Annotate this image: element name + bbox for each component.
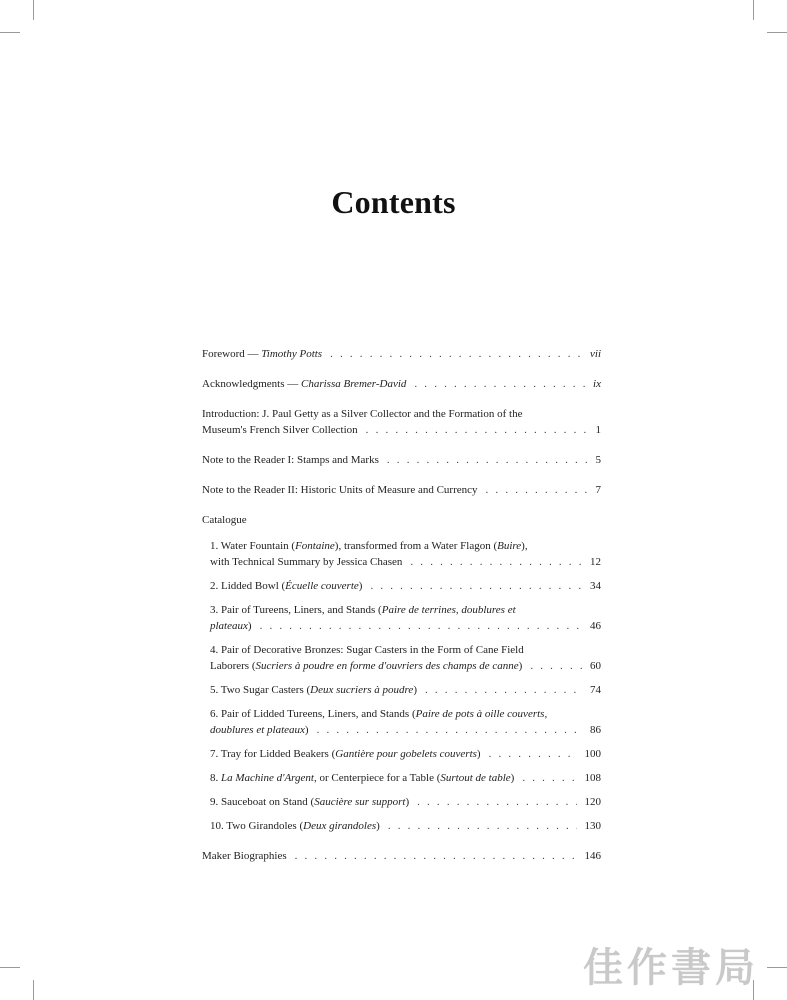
catalogue-item-2[interactable]	[210, 578, 601, 594]
entry-text: 6. Pair of Lidded Tureens, Liners, and Stands (	[210, 708, 416, 720]
entry-text-italic: Saucière sur support	[314, 796, 406, 808]
entry-text: )	[518, 660, 523, 672]
dot-leader	[260, 618, 582, 634]
page-number: 7	[595, 484, 601, 496]
entry-text: 3. Pair of Tureens, Liners, and Stands (	[210, 604, 382, 616]
page-number: 86	[590, 724, 601, 736]
entry-text: 9. Sauceboat on Stand (	[210, 796, 315, 808]
crop-mark-bottom-left	[33, 980, 34, 1000]
dot-leader	[530, 658, 582, 674]
catalogue-item-7[interactable]	[210, 746, 601, 762]
entry-text: 7. Tray for Lidded Beakers (	[210, 748, 336, 760]
catalogue-heading: Catalogue	[202, 514, 247, 526]
dot-leader	[366, 422, 588, 438]
page-number: 46	[590, 620, 601, 632]
catalogue-item-4[interactable]	[210, 642, 601, 674]
entry-text: ), transformed from a Water Flagon (	[334, 540, 498, 552]
dot-leader	[486, 482, 588, 498]
catalogue-item-1[interactable]	[210, 538, 601, 570]
dot-leader	[388, 818, 577, 834]
entry-text-italic: La Machine d'Argent	[221, 772, 314, 784]
entry-text: Acknowledgments —	[202, 378, 301, 390]
entry-author: Timothy Potts	[261, 348, 323, 360]
toc-entry-note-1[interactable]	[202, 452, 601, 468]
entry-text: Foreword —	[202, 348, 262, 360]
entry-author: Charissa Bremer-David	[300, 378, 407, 390]
entry-text-italic: Écuelle couverte	[285, 580, 359, 592]
watermark-logo: 佳作書局	[583, 945, 759, 991]
catalogue-item-9[interactable]	[210, 794, 601, 810]
catalogue-item-5[interactable]	[210, 682, 601, 698]
catalogue-item-3[interactable]	[210, 602, 601, 634]
page-number: 120	[584, 796, 601, 808]
dot-leader	[522, 770, 576, 786]
entry-text: 5. Two Sugar Casters (	[210, 684, 311, 696]
toc-entry-note-2[interactable]	[202, 482, 601, 498]
entry-text-italic: Deux sucriers à poudre	[310, 684, 414, 696]
dot-leader	[387, 452, 588, 468]
catalogue-item-8[interactable]	[210, 770, 601, 786]
toc-entry-introduction[interactable]	[202, 406, 601, 438]
entry-text: )	[476, 748, 481, 760]
entry-text: , or Centerpiece for a Table (	[313, 772, 441, 784]
entry-text-italic: plateaux	[210, 620, 248, 632]
entry-text: 1. Water Fountain (	[210, 540, 296, 552]
dot-leader	[295, 848, 577, 864]
entry-text: )	[358, 580, 363, 592]
crop-mark-top-right	[753, 0, 754, 20]
entry-text-italic: Fontaine	[295, 540, 335, 552]
dot-leader	[410, 554, 582, 570]
page-number: 34	[590, 580, 601, 592]
entry-text-line2: with Technical Summary by Jessica Chasen	[210, 556, 403, 568]
entry-text: Laborers (	[210, 660, 256, 672]
entry-text-italic: Paire de pots à oille couverts,	[415, 708, 548, 720]
page-number: 60	[590, 660, 601, 672]
entry-text: )	[405, 796, 410, 808]
toc-entry-maker-biographies[interactable]	[202, 848, 601, 864]
page-title: Contents	[331, 184, 456, 220]
toc-entry-acknowledgments[interactable]	[202, 376, 601, 392]
page-number: ix	[593, 378, 601, 390]
entry-text-italic: Deux girandoles	[303, 820, 377, 832]
entry-text: )	[247, 620, 252, 632]
entry-text-italic: Gantière pour gobelets couverts	[335, 748, 477, 760]
entry-text-line2: Museum's French Silver Collection	[202, 424, 358, 436]
entry-text: 10. Two Girandoles (	[210, 820, 304, 832]
entry-text-italic: Sucriers à poudre en forme d'ouvriers des champs de canne	[255, 660, 519, 672]
toc-entry-foreword[interactable]	[202, 346, 601, 362]
entry-text: )	[376, 820, 380, 832]
dot-leader	[489, 746, 577, 762]
page-number: 130	[584, 820, 601, 832]
crop-mark-right-top	[767, 32, 787, 33]
entry-text-line1: Introduction: J. Paul Getty as a Silver Collector and the Formation of the	[202, 408, 523, 420]
crop-mark-left-bottom	[0, 967, 20, 968]
entry-text-italic: Paire de terrines, doublures et	[381, 604, 516, 616]
page-number: 12	[590, 556, 601, 568]
page-number: 108	[584, 772, 601, 784]
entry-text: 8.	[210, 772, 221, 784]
entry-text: )	[510, 772, 515, 784]
entry-text: ),	[521, 540, 528, 552]
page-number: 5	[595, 454, 601, 466]
page-number: vii	[590, 348, 601, 360]
dot-leader	[414, 376, 585, 392]
crop-mark-right-bottom	[767, 967, 787, 968]
entry-text: )	[304, 724, 309, 736]
entry-text: Note to the Reader I: Stamps and Marks	[202, 454, 379, 466]
catalogue-item-10[interactable]	[210, 818, 601, 834]
catalogue-item-6[interactable]	[210, 706, 601, 738]
entry-text: Maker Biographies	[202, 850, 287, 862]
dot-leader	[317, 722, 582, 738]
entry-text-italic: doublures et plateaux	[210, 724, 305, 736]
crop-mark-top-left	[33, 0, 34, 20]
entry-text-italic: Surtout de table	[440, 772, 511, 784]
page-number: 146	[584, 850, 601, 862]
page-number: 74	[590, 684, 601, 696]
dot-leader	[370, 578, 582, 594]
entry-text: Note to the Reader II: Historic Units of Measure and Currency	[202, 484, 478, 496]
dot-leader	[425, 682, 582, 698]
entry-text-line1: 4. Pair of Decorative Bronzes: Sugar Casters in the Form of Cane Field	[210, 644, 524, 656]
page-number: 100	[584, 748, 601, 760]
entry-text-italic: Buire	[497, 540, 522, 552]
entry-text: )	[413, 684, 417, 696]
crop-mark-left-top	[0, 32, 20, 33]
entry-text: 2. Lidded Bowl (	[210, 580, 286, 592]
dot-leader	[330, 346, 582, 362]
table-of-contents	[202, 346, 601, 864]
dot-leader	[417, 794, 576, 810]
page-number: 1	[595, 424, 601, 436]
